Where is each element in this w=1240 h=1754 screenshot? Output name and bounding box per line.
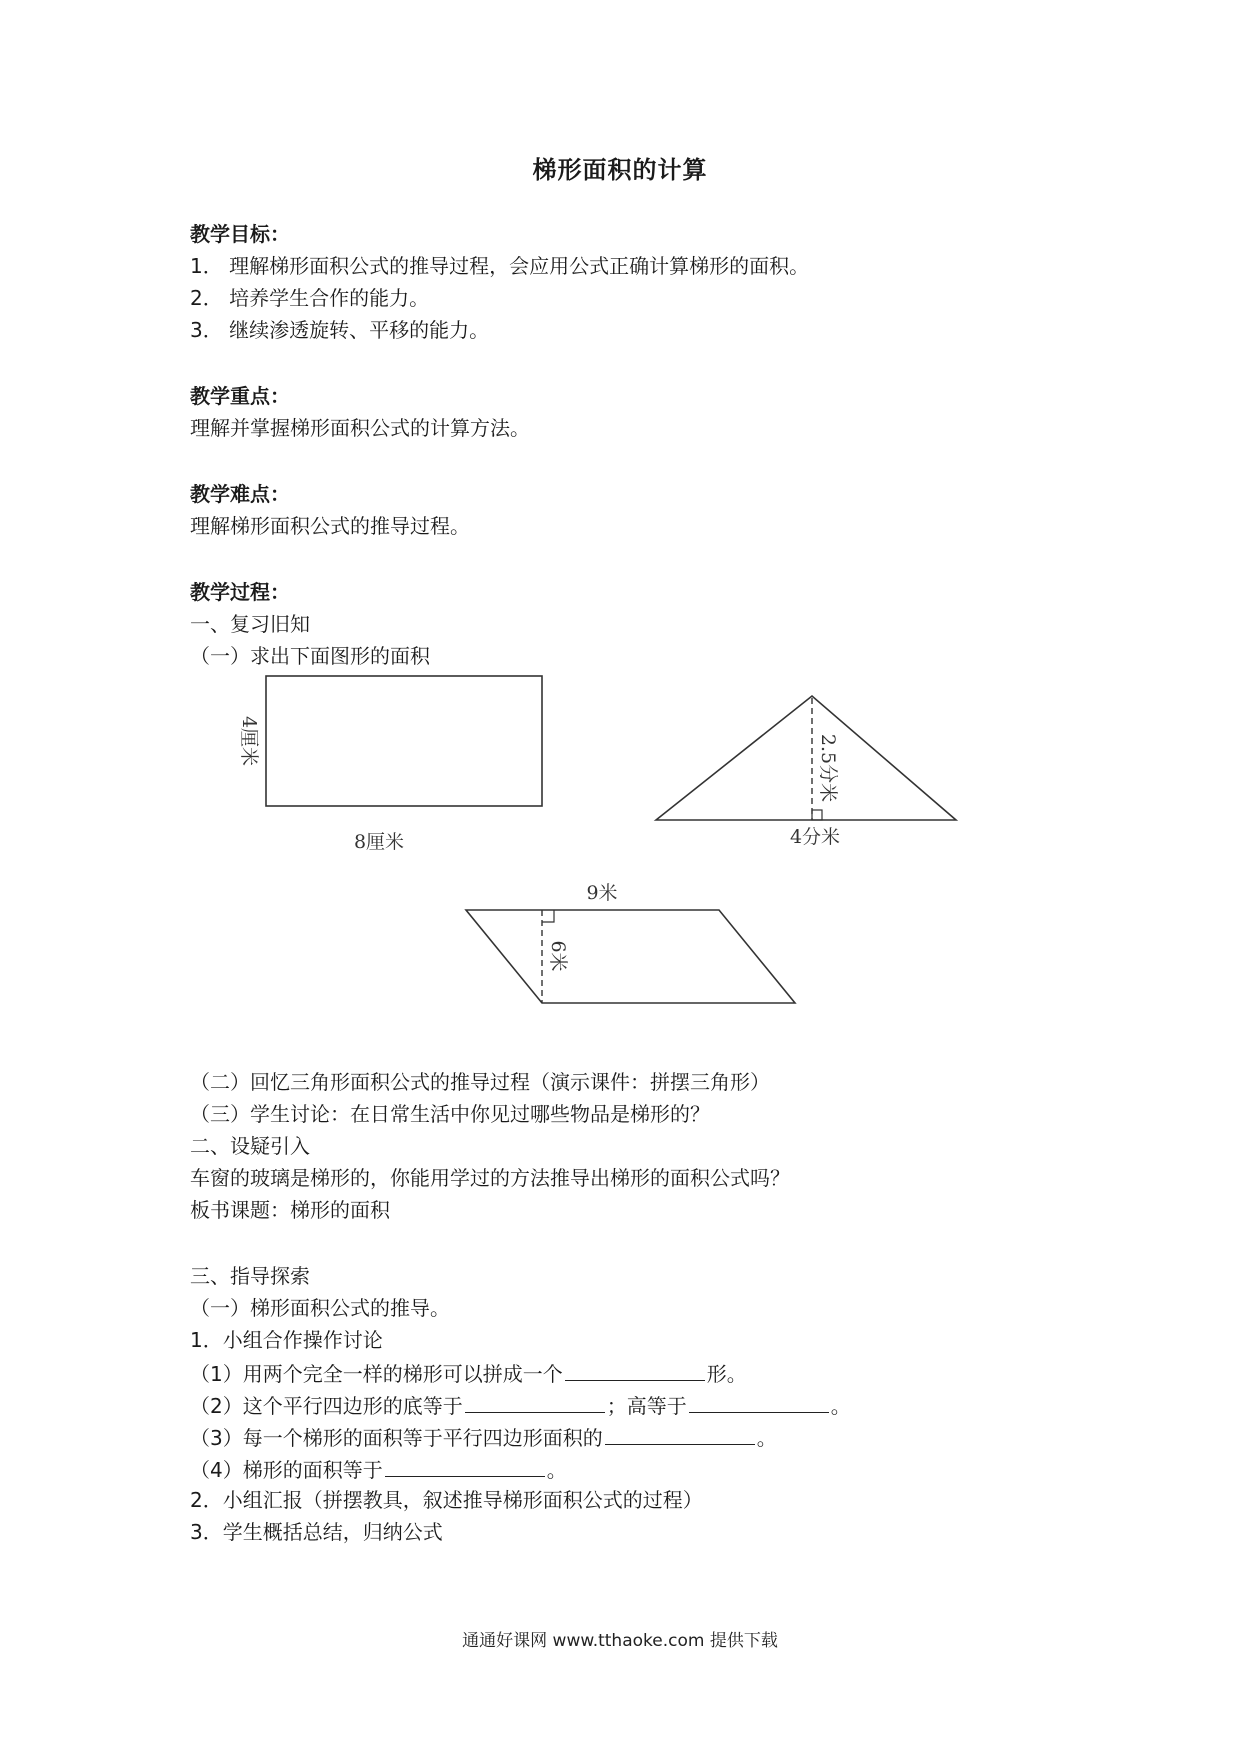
right-angle-mark [542,910,554,922]
review-title: 一、复习旧知 [190,612,310,636]
answer-blank[interactable] [565,1358,705,1381]
question-3-suffix: 。 [756,1426,777,1450]
question-3 [190,1422,777,1452]
answer-blank[interactable] [605,1422,755,1445]
board-title: 板书课题：梯形的面积 [190,1198,390,1222]
question-1-text: （1）用两个完全一样的梯形可以拼成一个 [190,1362,563,1386]
review-sub2: （二）回忆三角形面积公式的推导过程（演示课件：拼摆三角形） [190,1070,770,1094]
goal-item: 1． 理解梯形面积公式的推导过程，会应用公式正确计算梯形的面积。 [190,254,810,278]
explore-title: 三、指导探索 [190,1264,310,1288]
question-4-text: （4）梯形的面积等于 [190,1458,383,1482]
question-2-suffix: 。 [830,1394,851,1418]
goals-heading: 教学目标： [190,222,290,246]
para-top-label: 9米 [586,882,618,904]
step1: 1．小组合作操作讨论 [190,1328,383,1352]
para-height-label: 6米 [547,940,569,972]
key-point-text: 理解并掌握梯形面积公式的计算方法。 [190,416,530,440]
question-3-text: （3）每一个梯形的面积等于平行四边形面积的 [190,1426,603,1450]
rect-width-label: 8厘米 [353,831,405,853]
review-sub1: （一）求出下面图形的面积 [190,644,430,668]
question-2 [190,1390,851,1420]
parallelogram-figure [466,910,795,1003]
step3: 3．学生概括总结，归纳公式 [190,1520,443,1544]
review-sub3: （三）学生讨论：在日常生活中你见过哪些物品是梯形的？ [190,1102,710,1126]
intro-title: 二、设疑引入 [190,1134,310,1158]
tri-height-label: 2.5分米 [817,733,839,803]
question-1 [190,1358,747,1388]
step2: 2．小组汇报（拼摆教具，叙述推导梯形面积公式的过程） [190,1488,703,1512]
explore-sub1: （一）梯形面积公式的推导。 [190,1296,450,1320]
right-angle-mark [812,810,822,820]
key-point-heading: 教学重点： [190,384,290,408]
triangle-figure [656,696,956,820]
answer-blank[interactable] [689,1390,829,1413]
question-2-text: （2）这个平行四边形的底等于 [190,1394,463,1418]
question-4-suffix: 。 [546,1458,567,1482]
process-heading: 教学过程： [190,580,290,604]
goal-item: 3． 继续渗透旋转、平移的能力。 [190,318,490,342]
intro-text: 车窗的玻璃是梯形的，你能用学过的方法推导出梯形的面积公式吗？ [190,1166,790,1190]
goal-item: 2． 培养学生合作的能力。 [190,286,430,310]
rect-height-label: 4厘米 [238,715,260,767]
answer-blank[interactable] [465,1390,605,1413]
difficulty-text: 理解梯形面积公式的推导过程。 [190,514,470,538]
question-1-suffix: 形。 [706,1362,747,1386]
page-title: 梯形面积的计算 [532,156,708,184]
question-2-mid: ；高等于 [606,1394,687,1418]
review-figures [0,670,1240,1010]
difficulty-heading: 教学难点： [190,482,290,506]
answer-blank[interactable] [385,1454,545,1477]
question-4 [190,1454,567,1484]
footer-text: 通通好课网 www.tthaoke.com 提供下载 [462,1631,778,1651]
tri-base-label: 4分米 [789,826,841,848]
rectangle-figure [266,676,542,806]
